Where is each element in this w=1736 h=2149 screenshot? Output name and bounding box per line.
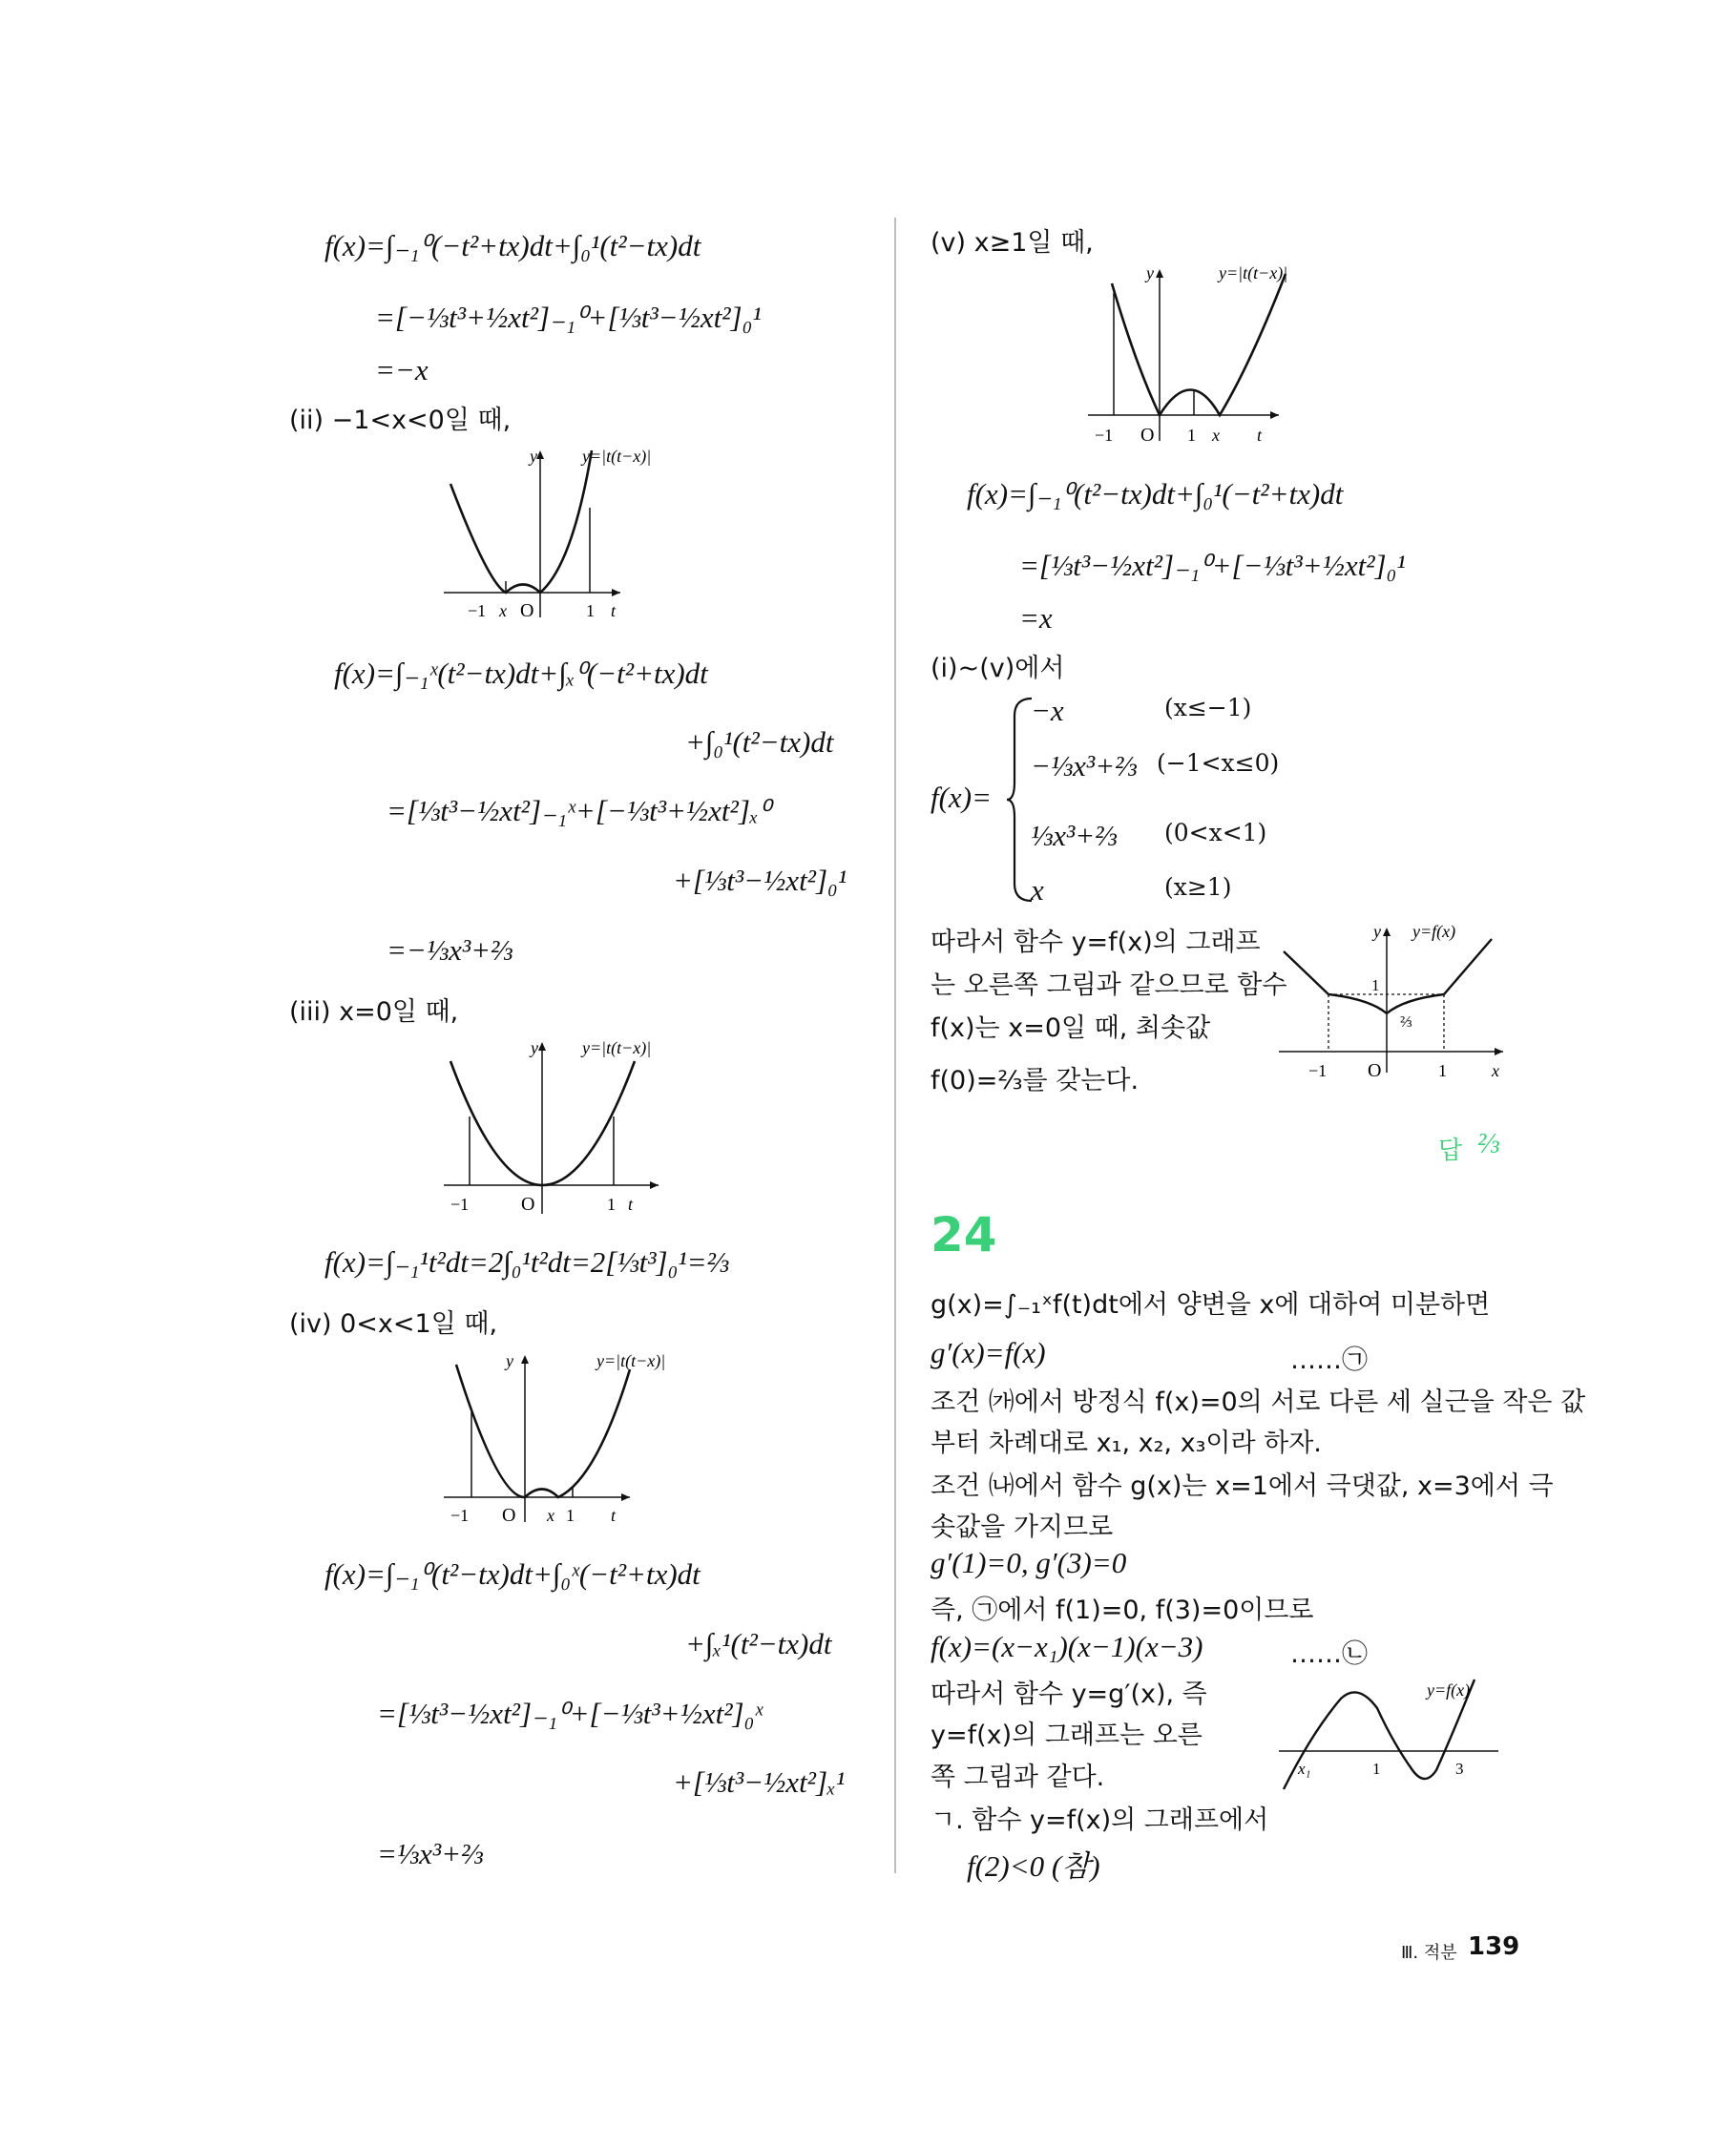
graph-v-tick-neg1: −1 xyxy=(1095,426,1114,445)
eq-ii-line3: =[⅓t³−½xt²]₋₁ˣ+[−⅓t³+½xt²]ₓ⁰ xyxy=(387,794,771,827)
graph-f-x-label: x xyxy=(1492,1061,1499,1080)
p24-line10: 따라서 함수 y=g′(x), 즉 xyxy=(931,1680,1207,1709)
graph-iii-func-label: y=|t(t−x)| xyxy=(582,1038,652,1057)
eq-iv-line4: +[⅓t³−½xt²]ₓ¹ xyxy=(673,1765,846,1799)
graph-v-origin: O xyxy=(1140,425,1155,446)
graph-ii-tick-x: x xyxy=(499,601,507,620)
page-number: 139 xyxy=(1468,1932,1520,1961)
graph-iii-t-label: t xyxy=(628,1195,634,1214)
graph-iv-tick-neg1: −1 xyxy=(450,1506,470,1525)
graph-f-tick-neg1: −1 xyxy=(1308,1061,1328,1080)
graph-iv xyxy=(439,1346,706,1527)
cases-summary-label: (i)~(v)에서 xyxy=(931,654,1065,683)
answer-value: ⅔ xyxy=(1477,1126,1500,1159)
graph-v-tick-x: x xyxy=(1212,426,1220,445)
eq-v-line2: =[⅓t³−½xt²]₋₁⁰+[−⅓t³+½xt²]₀¹ xyxy=(1019,549,1406,582)
eq-v-line1: f(x)=∫₋₁⁰(t²−tx)dt+∫₀¹(−t²+tx)dt xyxy=(967,477,1344,511)
eq-iv-line2: +∫ₓ¹(t²−tx)dt xyxy=(685,1627,832,1660)
case-ii-heading: (ii) −1<x<0일 때, xyxy=(289,406,512,435)
eq-ii-line4: +[⅓t³−½xt²]₀¹ xyxy=(673,864,847,897)
p24-line7: g′(1)=0, g′(3)=0 xyxy=(931,1546,1127,1579)
eq-iv-line3: =[⅓t³−½xt²]₋₁⁰+[−⅓t³+½xt²]₀ˣ xyxy=(377,1697,763,1730)
piece-3-cond: (0<x<1) xyxy=(1164,819,1267,846)
piece-2-cond: (−1<x≤0) xyxy=(1157,749,1280,777)
p24-line12: 쪽 그림과 같다. xyxy=(931,1763,1105,1792)
graph-iv-t-label: t xyxy=(611,1506,617,1525)
graph-iv-func-label: y=|t(t−x)| xyxy=(596,1351,666,1370)
eq-iv-line1: f(x)=∫₋₁⁰(t²−tx)dt+∫₀ˣ(−t²+tx)dt xyxy=(324,1557,701,1591)
eq-iii: f(x)=∫₋₁¹t²dt=2∫₀¹t²dt=2[⅓t³]₀¹=⅔ xyxy=(324,1245,729,1279)
graph-ii-t-label: t xyxy=(611,601,617,620)
eq-ii-line2: +∫₀¹(t²−tx)dt xyxy=(685,725,834,759)
conclusion-line4: f(0)=⅔를 갖는다. xyxy=(931,1066,1140,1095)
eq-v-line3: =x xyxy=(1019,601,1053,635)
eq-ii-line1: f(x)=∫₋₁ˣ(t²−tx)dt+∫ₓ⁰(−t²+tx)dt xyxy=(334,657,708,690)
graph-iii-tick-neg1: −1 xyxy=(450,1195,470,1214)
case-iii-heading: (iii) x=0일 때, xyxy=(289,997,459,1027)
conclusion-line2: 는 오른쪽 그림과 같으므로 함수 xyxy=(931,970,1287,1000)
answer-label: 답 xyxy=(1438,1137,1463,1165)
graph-v-t-label: t xyxy=(1257,426,1263,445)
piece-4-cond: (x≥1) xyxy=(1164,873,1232,901)
piece-1-cond: (x≤−1) xyxy=(1164,694,1252,721)
case-v-heading: (v) x≥1일 때, xyxy=(931,228,1094,258)
p24-line4: 부터 차례대로 x₁, x₂, x₃이라 하자. xyxy=(931,1429,1322,1458)
eq-iv-line5: =⅓x³+⅔ xyxy=(377,1837,484,1870)
graph-ii-func-label: y=|t(t−x)| xyxy=(582,447,652,466)
graph-f-one-label: 1 xyxy=(1371,976,1380,994)
eq-i-line1: f(x)=∫₋₁⁰(−t²+tx)dt+∫₀¹(t²−tx)dt xyxy=(324,229,701,262)
column-divider xyxy=(894,218,896,1873)
p24-line1: g(x)=∫₋₁ˣf(t)dt에서 양변을 x에 대하여 미분하면 xyxy=(931,1290,1491,1320)
p24-line13: ㄱ. 함수 y=f(x)의 그래프에서 xyxy=(931,1805,1269,1835)
graph-iv-tick-1: 1 xyxy=(566,1506,575,1525)
piecewise-lhs: f(x)= xyxy=(931,781,992,814)
p24-line5: 조건 ㈏에서 함수 g(x)는 x=1에서 극댓값, x=3에서 극 xyxy=(931,1471,1554,1501)
graph-v-func-label: y=|t(t−x)| xyxy=(1219,263,1288,282)
graph-iii-tick-1: 1 xyxy=(607,1195,616,1214)
graph-v-y-label: y xyxy=(1146,263,1154,282)
graph-v xyxy=(1083,260,1303,450)
p24-line8: 즉, ㉠에서 f(1)=0, f(3)=0이므로 xyxy=(931,1596,1314,1625)
p24-line11: y=f(x)의 그래프는 오른 xyxy=(931,1721,1203,1750)
graph-f-origin: O xyxy=(1368,1060,1382,1080)
graph-f-tick-1: 1 xyxy=(1438,1061,1447,1080)
graph-ii-tick-1: 1 xyxy=(586,601,595,620)
eq-i-line3: =−x xyxy=(375,353,429,386)
graph-iii xyxy=(439,1033,706,1214)
p24-mark-2: ……㉡ xyxy=(1290,1639,1368,1669)
graph-iv-y-label: y xyxy=(506,1351,513,1370)
graph-cubic-func-label: y=f(x) xyxy=(1427,1680,1471,1700)
graph-v-tick-1: 1 xyxy=(1187,426,1196,445)
case-iv-heading: (iv) 0<x<1일 때, xyxy=(289,1309,498,1339)
graph-ii-origin: O xyxy=(520,600,534,621)
p24-line14: f(2)<0 (참) xyxy=(967,1849,1100,1883)
p24-line3: 조건 ㈎에서 방정식 f(x)=0의 서로 다른 세 실근을 작은 값 xyxy=(931,1387,1586,1417)
graph-f-y-label: y xyxy=(1373,922,1381,941)
p24-line6: 솟값을 가지므로 xyxy=(931,1513,1114,1542)
graph-iii-y-label: y xyxy=(531,1038,538,1057)
graph-f-func-label: y=f(x) xyxy=(1412,922,1456,941)
graph-cubic-tick-x1: x₁ xyxy=(1298,1760,1311,1778)
graph-cubic-tick-3: 3 xyxy=(1455,1760,1464,1778)
problem-number: 24 xyxy=(931,1207,997,1262)
graph-ii-y-label: y xyxy=(530,447,537,466)
piece-3-expr: ⅓x³+⅔ xyxy=(1031,819,1118,852)
eq-i-line2: =[−⅓t³+½xt²]₋₁⁰+[⅓t³−½xt²]₀¹ xyxy=(375,301,762,334)
graph-ii xyxy=(439,441,706,622)
eq-ii-line5: =−⅓x³+⅔ xyxy=(387,933,513,967)
piece-1-expr: −x xyxy=(1031,694,1064,727)
p24-mark-1: ……㉠ xyxy=(1290,1346,1368,1375)
piece-2-expr: −⅓x³+⅔ xyxy=(1031,749,1138,782)
footer-section: Ⅲ. 적분 xyxy=(1401,1943,1457,1963)
p24-line2: g′(x)=f(x) xyxy=(931,1336,1046,1369)
graph-ii-tick-neg1: −1 xyxy=(468,601,487,620)
p24-line9: f(x)=(x−x₁)(x−1)(x−3) xyxy=(931,1630,1203,1663)
graph-f-two-thirds-label: ⅔ xyxy=(1400,1012,1412,1031)
piece-4-expr: x xyxy=(1031,873,1044,907)
graph-iii-origin: O xyxy=(521,1194,535,1214)
graph-cubic-tick-1: 1 xyxy=(1372,1760,1381,1778)
conclusion-line1: 따라서 함수 y=f(x)의 그래프 xyxy=(931,928,1261,957)
graph-iv-tick-x: x xyxy=(547,1506,554,1525)
graph-f xyxy=(1274,918,1513,1080)
conclusion-line3: f(x)는 x=0일 때, 최솟값 xyxy=(931,1013,1211,1043)
graph-iv-origin: O xyxy=(502,1505,516,1526)
graph-cubic xyxy=(1274,1675,1503,1794)
